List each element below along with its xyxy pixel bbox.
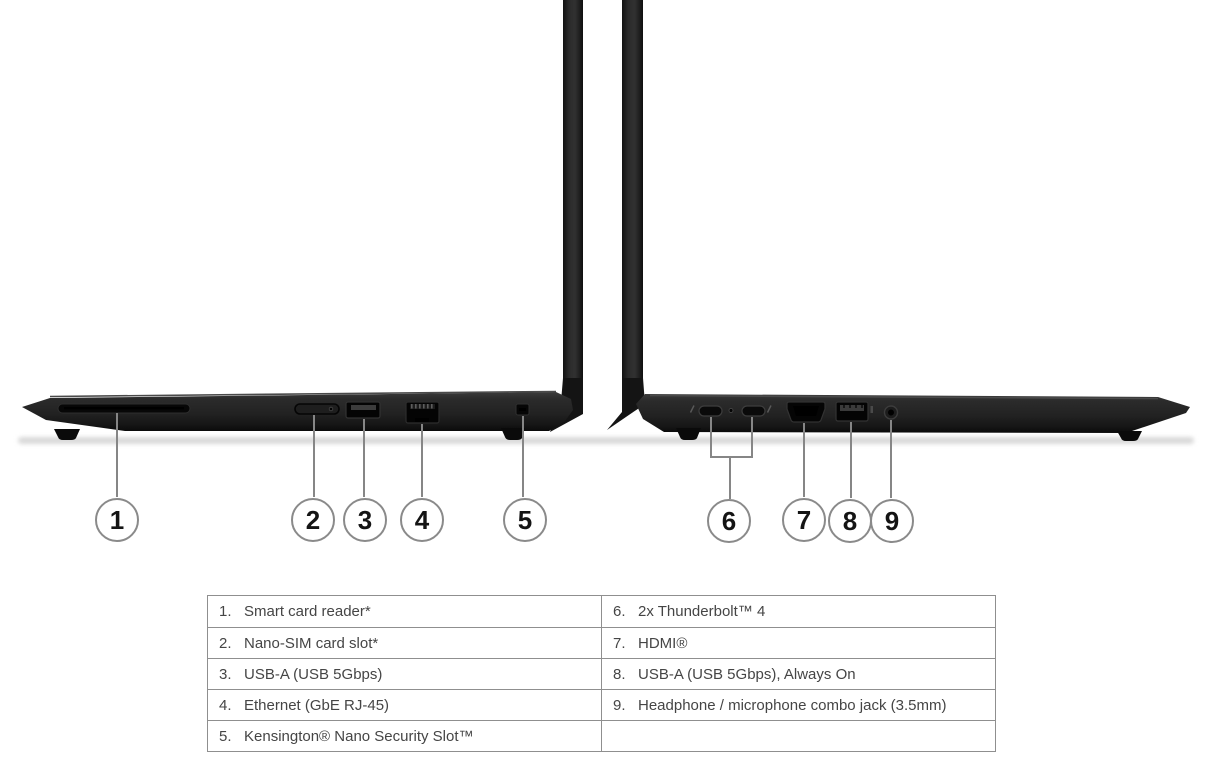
port-label: HDMI® <box>638 634 688 652</box>
table-row <box>208 720 995 751</box>
callout-circle-8 <box>828 499 872 543</box>
callout-circle-1 <box>95 498 139 542</box>
ethernet-port-icon <box>406 402 439 423</box>
port-label: Ethernet (GbE RJ-45) <box>244 696 390 714</box>
port-label: Nano-SIM card slot* <box>244 634 379 652</box>
callout-circle-7 <box>782 498 826 542</box>
callout-number: 7 <box>796 505 812 535</box>
table-cell <box>208 628 602 658</box>
callout-number: 9 <box>884 506 900 536</box>
port-number: 8. <box>613 665 626 683</box>
table-row <box>208 689 995 720</box>
port-number: 6. <box>613 603 626 620</box>
always-on-mark-icon <box>871 406 874 413</box>
smart-card-reader-slot-icon <box>58 404 190 413</box>
callout-circle-6 <box>707 499 751 543</box>
table-cell <box>208 596 602 627</box>
table-cell <box>208 659 602 689</box>
port-number: 5. <box>219 727 232 745</box>
callout-circle-9 <box>870 499 914 543</box>
table-cell <box>602 721 995 751</box>
usb-a-port-icon <box>346 402 380 418</box>
callout-number: 3 <box>357 505 373 535</box>
port-label: USB-A (USB 5Gbps) <box>244 665 383 683</box>
nano-sim-tray-icon <box>295 404 339 414</box>
table-cell <box>602 690 995 720</box>
port-label: 2x Thunderbolt™ 4 <box>638 603 766 620</box>
table-cell <box>602 596 995 627</box>
laptop-left-view <box>22 0 583 440</box>
table-cell <box>602 628 995 658</box>
port-number: 9. <box>613 696 626 714</box>
port-number: 2. <box>219 634 232 652</box>
ports-legend-table <box>207 595 996 752</box>
laptop-lid <box>563 0 583 406</box>
callout-circle-2 <box>291 498 335 542</box>
callout-circle-4 <box>400 498 444 542</box>
callout-circle-5 <box>503 498 547 542</box>
callout-number: 8 <box>842 506 858 536</box>
table-cell <box>602 659 995 689</box>
port-number: 3. <box>219 665 232 683</box>
callout-number: 5 <box>517 505 533 535</box>
callout-circle-3 <box>343 498 387 542</box>
emergency-reset-pinhole-icon <box>729 409 733 413</box>
hdmi-port-icon <box>787 402 825 422</box>
port-label: Kensington® Nano Security Slot™ <box>244 727 474 745</box>
port-number: 4. <box>219 696 232 714</box>
table-cell <box>208 690 602 720</box>
table-cell <box>208 721 602 751</box>
table-row <box>208 658 995 689</box>
laptop-right-view <box>607 0 1190 441</box>
port-label: Headphone / microphone combo jack (3.5mm) <box>638 696 947 714</box>
floor-shadow <box>18 437 1194 444</box>
laptop-lid <box>622 0 643 406</box>
table-row <box>208 596 995 627</box>
kensington-nano-slot-icon <box>516 404 529 415</box>
thunderbolt-usb-c-port-icon <box>699 406 722 416</box>
thunderbolt-usb-c-port-icon <box>742 406 765 416</box>
audio-combo-jack-icon <box>885 406 898 419</box>
callout-number: 1 <box>109 505 125 535</box>
usb-a-port-icon <box>836 402 873 421</box>
port-number: 1. <box>219 603 232 620</box>
callout-number: 4 <box>414 505 430 535</box>
port-label: USB-A (USB 5Gbps), Always On <box>638 665 856 683</box>
table-row <box>208 627 995 658</box>
callout-number: 2 <box>305 505 321 535</box>
port-label: Smart card reader* <box>244 603 371 620</box>
callout-number: 6 <box>721 506 737 536</box>
port-number: 7. <box>613 634 626 652</box>
